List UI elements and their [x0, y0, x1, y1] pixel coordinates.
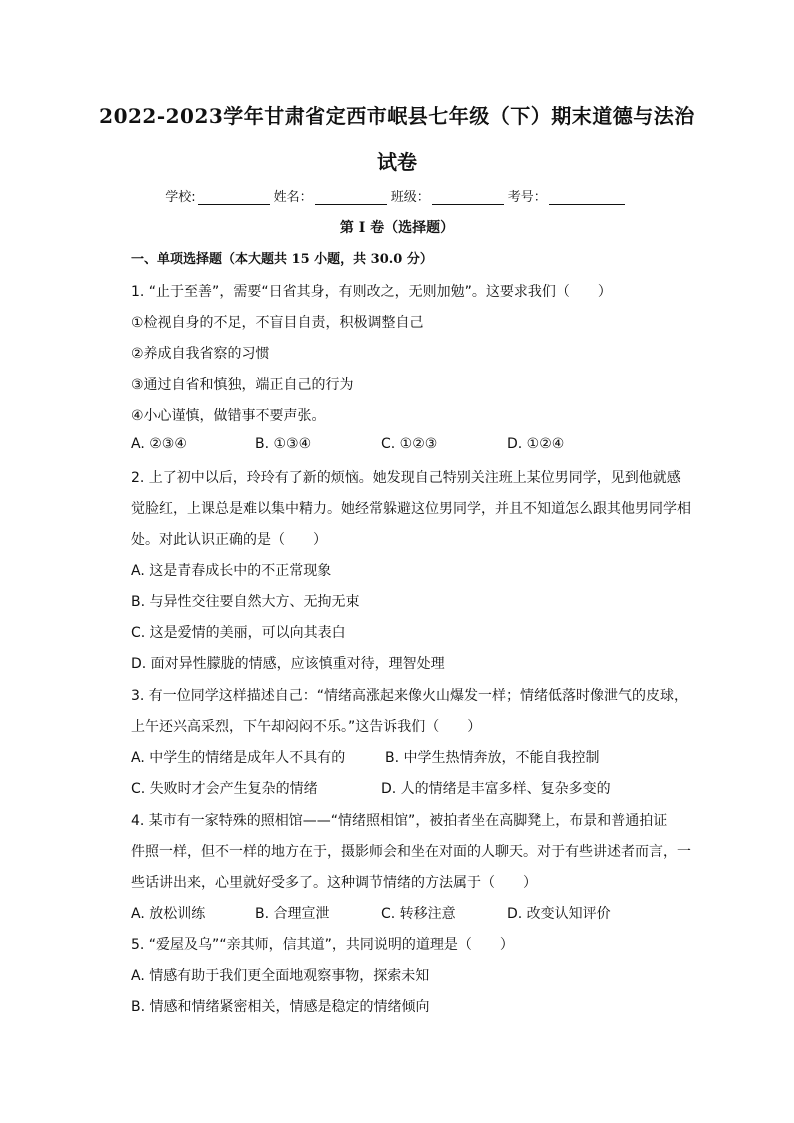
- option-a[interactable]: A. 放松训练: [131, 906, 206, 922]
- option-b[interactable]: B. 合理宣泄: [255, 906, 330, 922]
- school-field[interactable]: [198, 190, 270, 205]
- question-3-stem-line-1: 3. 有一位同学这样描述自己：“情绪高涨起来像火山爆发一样；情绪低落时像泄气的皮球，: [131, 688, 689, 704]
- school-label: 学校:: [165, 190, 196, 205]
- name-label: 姓名：: [273, 190, 313, 205]
- question-4-stem-line-3: 些话讲出来，心里就好受多了。这种调节情绪的方法属于（ ）: [131, 875, 537, 891]
- question-2-stem-line-2: 觉脸红，上课总是难以集中精力。她经常躲避这位男同学，并且不知道怎么跟其他男同学相: [131, 501, 691, 517]
- number-field[interactable]: [549, 190, 625, 205]
- student-info-row: [0, 186, 794, 205]
- option-b[interactable]: B. ①③④: [255, 436, 312, 452]
- option-a[interactable]: A. 中学生的情绪是成年人不具有的: [131, 750, 346, 766]
- page-title-continued: 试卷: [377, 150, 417, 174]
- option-c[interactable]: C. 这是爱情的美丽，可以向其表白: [131, 625, 346, 641]
- question-2-stem-line-3: 处。对此认识正确的是（ ）: [131, 532, 327, 548]
- question-1-stem: 1. “止于至善”，需要“日省其身，有则改之，无则加勉”。这要求我们（ ）: [131, 284, 612, 300]
- option-c[interactable]: C. 转移注意: [381, 906, 456, 922]
- question-4-stem-line-1: 4. 某市有一家特殊的照相馆——“情绪照相馆”，被拍者坐在高脚凳上，布景和普通拍证: [131, 813, 668, 829]
- class-label: 班级：: [390, 190, 430, 205]
- part-title: 一、单项选择题（本大题共 15 小题，共 30.0 分）: [131, 252, 433, 267]
- option-a[interactable]: A. 情感有助于我们更全面地观察事物，探索未知: [131, 968, 430, 984]
- option-b[interactable]: B. 与异性交往要自然大方、无拘无束: [131, 594, 360, 610]
- question-4-stem-line-2: 件照一样，但不一样的地方在于，摄影师会和坐在对面的人聊天。对于有些讲述者而言，一: [131, 844, 691, 860]
- question-1-item-4: ④小心谨慎，做错事不要声张。: [131, 408, 326, 424]
- number-label: 考号：: [507, 190, 547, 205]
- question-2-stem-line-1: 2. 上了初中以后，玲玲有了新的烦恼。她发现自己特别关注班上某位男同学，见到他就感: [131, 470, 681, 486]
- option-c[interactable]: C. 失败时才会产生复杂的情绪: [131, 781, 318, 797]
- option-b[interactable]: B. 情感和情绪紧密相关，情感是稳定的情绪倾向: [131, 999, 430, 1015]
- option-c[interactable]: C. ①②③: [381, 436, 438, 452]
- option-d[interactable]: D. 人的情绪是丰富多样、复杂多变的: [381, 781, 611, 797]
- option-a[interactable]: A. ②③④: [131, 436, 187, 452]
- question-3-stem-line-2: 上午还兴高采烈，下午却闷闷不乐。”这告诉我们（ ）: [131, 719, 482, 735]
- class-field[interactable]: [432, 190, 504, 205]
- option-d[interactable]: D. 面对异性朦胧的情感，应该慎重对待，理智处理: [131, 656, 445, 672]
- question-1-item-2: ②养成自我省察的习惯: [131, 346, 270, 362]
- name-field[interactable]: [315, 190, 387, 205]
- page-title: 2022-2023学年甘肃省定西市岷县七年级（下）期末道德与法治: [99, 104, 695, 128]
- option-d[interactable]: D. 改变认知评价: [507, 906, 611, 922]
- section-title: 第 I 卷（选择题）: [339, 220, 455, 236]
- question-5-stem: 5. “爱屋及乌”“亲其师，信其道”，共同说明的道理是（ ）: [131, 937, 514, 953]
- question-1-item-3: ③通过自省和慎独，端正自己的行为: [131, 377, 354, 393]
- option-d[interactable]: D. ①②④: [507, 436, 565, 452]
- option-a[interactable]: A. 这是青春成长中的不正常现象: [131, 563, 332, 579]
- option-b[interactable]: B. 中学生热情奔放，不能自我控制: [385, 750, 600, 766]
- question-1-item-1: ①检视自身的不足，不盲目自责，积极调整自己: [131, 315, 424, 331]
